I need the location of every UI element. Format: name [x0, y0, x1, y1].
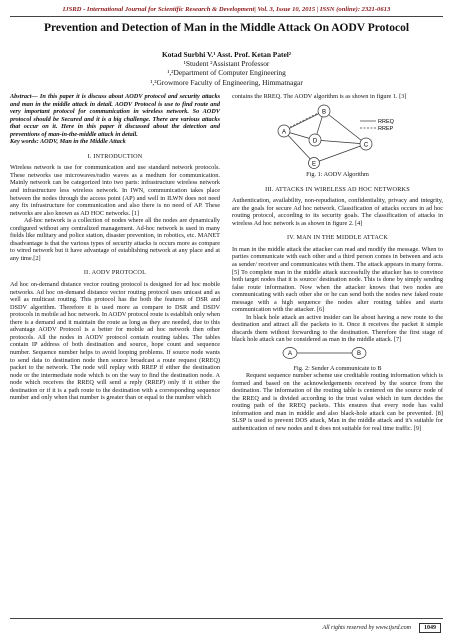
author-names: Kotad Surbhi V.¹ Asst. Prof. Ketan Patel²	[161, 50, 292, 59]
aodv-algorithm-figure	[232, 101, 443, 169]
svg-text:C: C	[363, 141, 369, 148]
author-dept: ¹,²Department of Computer Engineering	[167, 68, 286, 78]
abstract: Abstract— In this paper it is discuss about AODV protocol and security attacks and man in the middle attack in detail. AODV Protocol is use to find route and very important protocol for communication in wireless network. So AODV protocol should be Secured and it is a big challenge. There are various attacks that occur on it. Here in this paper it discussed about the detection and preventions of man-in-the-middle attack in detail.	[10, 93, 220, 138]
header-rule	[10, 16, 443, 17]
edge	[314, 144, 366, 163]
section-heading-introduction: I. INTRODUCTION	[87, 152, 143, 160]
node-b	[352, 348, 366, 359]
section-heading-attacks: III. ATTACKS IN WIRELESS AD HOC NETWORKS	[265, 185, 410, 193]
left-column	[10, 93, 220, 402]
author-college: ¹,²Growmore Faculty of Engineering, Himmatnagar	[150, 77, 303, 87]
section-heading-aodv: II. AODV PROTOCOL	[83, 269, 147, 277]
page-number: 1049	[419, 623, 441, 633]
node-b	[318, 105, 330, 117]
paper-title: Prevention and Detection of Man in the Middle Attack On AODV Protocol	[43, 22, 410, 34]
svg-text:E: E	[311, 160, 317, 167]
node-e	[309, 157, 320, 168]
svg-text:A: A	[281, 128, 287, 135]
svg-text:RREP: RREP	[378, 125, 394, 132]
edge	[281, 128, 314, 163]
right-column	[232, 93, 443, 433]
paragraph: Wireless network is use for communication and use standard network protocols. These networks use microwaves/radio waves as a medium for communication. Mainly network can be categorized into two parts: infrastructure wireless network and infrastructure less wireless network. In IWN, communication takes place between the nodes through the access point (AP) and well in ILWN does not need any fix infrastructure for communication and also there is no need of AP. These networks are also known as AD HOC networks. [1]	[10, 164, 220, 217]
paragraph: Ad-hoc network is a collection of nodes where all the nodes are dynamically configured without any centralized management. Ad-hoc network is used in many fields like military and police station, disaster prevention, in robotics, etc. MANET disadvantage is that the various types of security attacks is occurs more as compare to wired network but it have advantage of establishing network at any place and at any time.[2]	[10, 217, 220, 262]
svg-text:B: B	[321, 108, 327, 115]
section-heading-mitm: IV. MAN IN THE MIDDLE ATTACK	[286, 234, 389, 242]
node-c	[360, 138, 372, 150]
paragraph: Ad hoc on-demand distance vector routing protocol is designed for ad hoc mobile networks. Ad hoc on-demand distance vector routing protocol uses unicast and as well as multicast routing. This protocol has the both the features of DSR and DSDV algorithm. Therefore it is used more as compare to DSR and DSDV protocols in mobile ad hoc network. In AODV protocol route is establish only when there is a demand and it maintain the route as long as they are needed, due to this advantage AODV Protocol is a better for mobile ad hoc network then other protocols. All the nodes in AODV protocol contain routing tables. The tables contain IP address of both destination and source, hope count and sequence number. Sequence number helps to avoid looping problems. If source node wants to send data to destination node then source broadcast a route request (RREQ) packet to the network. The node will replay with RREP if either the destination node or the intermediate node which is on the way to find the destination node. A node which receives the RREQ will send a reply (RREP) only if it either the destination or if it is a path route to the destination with a corresponding sequence number and only when that number is greater than or equal to the number which	[10, 281, 220, 402]
svg-text:A: A	[287, 351, 293, 358]
edge	[284, 108, 327, 131]
legend-rrep	[360, 126, 394, 132]
svg-text:B: B	[356, 351, 362, 358]
paragraph: Request sequence number scheme use creditable routing information which is formed and based on the acknowledgements received by the source from the destination. The information of the routing table is centered on the source node of the RREQ and is divided according to the trust value which in turn decides the routing path of the RREQ packets. This ensures that every node has valid information and man in middle and also black-hole attack can be prevented. [8] SLSP is used to prevent DOS attack, Man in the middle attack and it's suitable for authentication of new nodes and it does not suitable for real time traffic. [9]	[232, 372, 443, 432]
author-roles: ¹Student ²Assistant Professor	[183, 59, 270, 69]
svg-text:RREQ: RREQ	[378, 118, 394, 125]
journal-header: IJSRD - International Journal for Scientific Research & Development| Vol. 3, Issue 10, 2015 | ISSN (online): 2321-0613	[62, 6, 391, 13]
footer-rule	[10, 618, 443, 619]
figure-1-caption: Fig. 1: AODV Algorithm	[306, 171, 369, 179]
svg-text:D: D	[312, 137, 318, 144]
paragraph: Authentication, availability, non-repudiation, confidentiality, privacy and integrity, are the goals for secure Ad hoc network. Classification of attacks occurs in ad hoc routing protocol, according to its security goals. The classification of attacks in wireless Ad hoc network is as shown in figure 2. [4]	[232, 197, 443, 227]
paragraph: In black hole attack an active insider can lie about having a new route to the destination and attract all the packets to it. Once it receives the packet it simple discards them without forwarding to the destination. Therefore the first stage of black hole attack can be considered as man in the middle attack. [7]	[232, 313, 443, 344]
author-block	[20, 50, 433, 87]
legend-rreq	[360, 119, 395, 125]
figure-2-caption: Fig. 2: Sender A communicate to B	[293, 364, 382, 372]
paragraph: contains the RREQ. The AODV algorithm is as shown in figure 1. [3]	[232, 93, 407, 100]
sender-figure	[232, 344, 443, 362]
edge	[312, 137, 366, 144]
edge	[290, 113, 318, 127]
node-a	[283, 348, 297, 359]
keywords: Key words: AODV, Man in the Middle Attack	[10, 138, 126, 146]
page-footer	[323, 623, 441, 633]
paragraph: In man in the middle attack the attacker can read and modify the message. When to parties communicate with each other and a third person comes in between and acts as sender/ receiver and communicates with them. The attack appears in many forms. [5] To complete man in the middle attack successfully the attacker has to convince both target nodes that it is source/ destination node. This is done by simply sending false route information. Now when the attacker knows that two nodes are communicating with each other she or he can send both the nodes new faked route message with a high sequence the nodes alter routing tables and starts communication with the attacker. [6]	[232, 245, 443, 314]
node-d	[309, 134, 321, 146]
edge	[321, 108, 366, 144]
footer-rights: All rights reserved by www.ijsrd.com	[322, 625, 411, 631]
node-a	[278, 125, 290, 137]
